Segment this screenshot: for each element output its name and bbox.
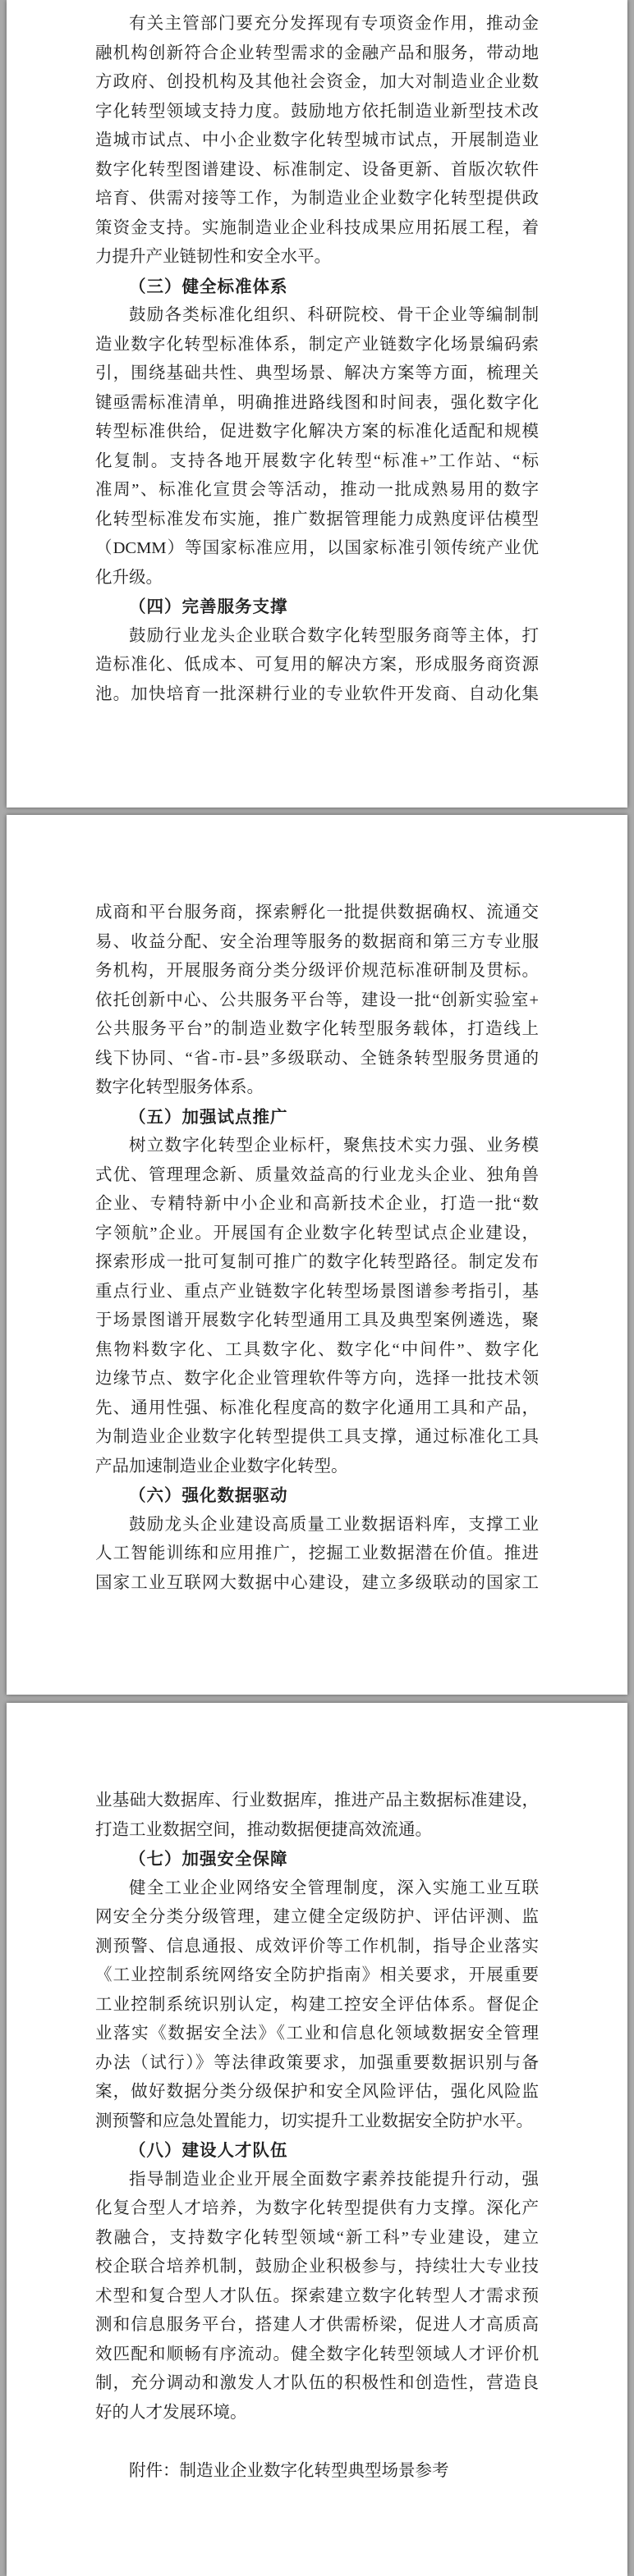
paragraph-line: 引，围绕基础共性、典型场景、解决方案等方面，梳理关 <box>95 364 539 382</box>
paragraph-line: 探索形成一批可复制可推广的数字化转型路径。制定发布 <box>95 1253 539 1271</box>
paragraph-line: 测预警、信息通报、成效评价等工作机制，指导企业落实 <box>95 1937 539 1956</box>
paragraph-line: 融机构创新符合企业转型需求的金融产品和服务，带动地 <box>95 43 539 62</box>
page-3 <box>7 1703 627 2576</box>
section-heading: （八）建设人才队伍 <box>129 2141 288 2160</box>
paragraph-line: 字化转型领域支持力度。鼓励地方依托制造业新型技术改 <box>95 102 539 121</box>
paragraph-line: 务机构，开展服务商分类分级评价规范标准研制及贯标。 <box>95 962 539 980</box>
paragraph-line: 术型和复合型人才队伍。探索建立数字化转型人才需求预 <box>95 2286 539 2305</box>
paragraph-first-line: 指导制造业企业开展全面数字素养技能提升行动，强 <box>129 2170 539 2189</box>
paragraph-line: 测和信息服务平台，搭建人才供需桥梁，促进人才高质高 <box>95 2316 539 2334</box>
paragraph-line: 式优、管理理念新、质量效益高的行业龙头企业、独角兽 <box>95 1165 539 1184</box>
paragraph-last-line: 测预警和应急处置能力，切实提升工业数据安全防护水平。 <box>95 2112 533 2130</box>
paragraph-line: 准周”、标准化宣贯会等活动，推动一批成熟易用的数字 <box>95 481 539 499</box>
paragraph-first-line: 鼓励行业龙头企业联合数字化转型服务商等主体，打 <box>129 626 539 645</box>
paragraph-line: 化复合型人才培养，为数字化转型提供有力支撑。深化产 <box>95 2199 539 2217</box>
paragraph-line: 焦物料数字化、工具数字化、数字化“中间件”、数字化 <box>95 1340 539 1359</box>
paragraph-line: 造业数字化转型标准体系，制定产业链数字化场景编码索 <box>95 335 539 354</box>
paragraph-line: 人工智能训练和应用推广，挖掘工业数据潜在价值。推进 <box>95 1544 539 1563</box>
section-heading: （七）加强安全保障 <box>129 1850 288 1869</box>
paragraph-last-line: 打造工业数据空间，推动数据便捷高效流通。 <box>95 1820 432 1839</box>
paragraph-last-line: 数字化转型服务体系。 <box>95 1078 264 1096</box>
paragraph-line: 转型标准供给，促进数字化解决方案的标准化适配和规模 <box>95 423 539 441</box>
paragraph-line: 业落实《数据安全法》《工业和信息化领域数据安全管理 <box>95 2025 539 2043</box>
paragraph-line: 业基础大数据库、行业数据库，推进产品主数据标准建设， <box>95 1791 539 1810</box>
paragraph-line: 案，做好数据分类分级保护和安全风险评估，强化风险监 <box>95 2083 539 2101</box>
paragraph-line: 为制造业企业数字化转型提供工具支撑，通过标准化工具 <box>95 1428 539 1446</box>
paragraph-last-line: 产品加速制造业企业数字化转型。 <box>95 1457 348 1476</box>
paragraph-line: 线下协同、“省-市-县”多级联动、全链条转型服务贯通的 <box>95 1049 539 1068</box>
paragraph-line: 依托创新中心、公共服务平台等，建设一批“创新实验室+ <box>95 991 539 1009</box>
page-1 <box>7 0 627 808</box>
paragraph-line: 造城市试点、中小企业数字化转型城市试点，开展制造业 <box>95 131 539 149</box>
paragraph-line: 培育、供需对接等工作，为制造业企业数字化转型提供政 <box>95 190 539 208</box>
paragraph-line: 字领航”企业。开展国有企业数字化转型试点企业建设， <box>95 1224 539 1242</box>
paragraph-line: 化转型标准发布实施，推广数据管理能力成熟度评估模型 <box>95 510 539 528</box>
paragraph-line: 易、收益分配、安全治理等服务的数据商和第三方专业服 <box>95 932 539 951</box>
paragraph-line: 化复制。支持各地开展数字化转型“标准+”工作站、“标 <box>95 451 539 470</box>
paragraph-first-line: 鼓励各类标准化组织、科研院校、骨干企业等编制制 <box>129 306 539 324</box>
paragraph-first-line: 健全工业企业网络安全管理制度，深入实施工业互联 <box>129 1878 539 1897</box>
paragraph-line: 教融合，支持数字化转型领域“新工科”专业建设，建立 <box>95 2228 539 2247</box>
paragraph-line: 成商和平台服务商，探索孵化一批提供数据确权、流通交 <box>95 904 539 922</box>
paragraph-first-line: 有关主管部门要充分发挥现有专项资金作用，推动金 <box>129 15 539 33</box>
paragraph-line: 数字化转型图谱建设、标准制定、设备更新、首版次软件 <box>95 160 539 179</box>
paragraph-line: 方政府、创投机构及其他社会资金，加大对制造业企业数 <box>95 73 539 91</box>
section-heading: （三）健全标准体系 <box>129 277 288 296</box>
paragraph-line: 边缘节点、数字化企业管理软件等方向，选择一批技术领 <box>95 1370 539 1388</box>
paragraph-line: 池。加快培育一批深耕行业的专业软件开发商、自动化集 <box>95 684 539 703</box>
paragraph-line: 于场景图谱开展数字化转型通用工具及典型案例遴选，聚 <box>95 1311 539 1329</box>
paragraph-line: 办法（试行）》等法律政策要求，加强重要数据识别与备 <box>95 2053 539 2072</box>
paragraph-line: 公共服务平台”的制造业数字化转型服务载体，打造线上 <box>95 1020 539 1038</box>
paragraph-line: 键亟需标准清单，明确推进路线图和时间表，强化数字化 <box>95 393 539 412</box>
page-2 <box>7 815 627 1695</box>
paragraph-first-line: 鼓励龙头企业建设高质量工业数据语料库，支撑工业 <box>129 1515 539 1534</box>
paragraph-last-line: 化升级。 <box>95 568 163 587</box>
paragraph-line: 网安全分类分级管理，建立健全定级防护、评估评测、监 <box>95 1908 539 1926</box>
paragraph-last-line: 好的人才发展环境。 <box>95 2403 247 2422</box>
section-heading: （四）完善服务支撑 <box>129 597 288 616</box>
paragraph-line: 效匹配和顺畅有序流动。健全数字化转型领域人才评价机 <box>95 2345 539 2363</box>
paragraph-line: 国家工业互联网大数据中心建设，建立多级联动的国家工 <box>95 1573 539 1592</box>
paragraph-line: 先、通用性强、标准化程度高的数字化通用工具和产品， <box>95 1398 539 1417</box>
paragraph-line: 企业、专精特新中小企业和高新技术企业，打造一批“数 <box>95 1195 539 1213</box>
paragraph-line: 《工业控制系统网络安全防护指南》相关要求，开展重要 <box>95 1966 539 1984</box>
paragraph-line: （DCMM）等国家标准应用，以国家标准引领传统产业优 <box>95 539 539 557</box>
section-heading: （五）加强试点推广 <box>129 1107 288 1127</box>
paragraph-line: 制，充分调动和激发人才队伍的积极性和创造性，营造良 <box>95 2374 539 2392</box>
paragraph-line: 重点行业、重点产业链数字化转型场景图谱参考指引，基 <box>95 1282 539 1301</box>
paragraph-line: 造标准化、低成本、可复用的解决方案，形成服务商资源 <box>95 656 539 674</box>
paragraph-line: 工业控制系统识别认定，构建工控安全评估体系。督促企 <box>95 1995 539 2014</box>
paragraph-last-line: 力提升产业链韧性和安全水平。 <box>95 248 331 266</box>
paragraph-line: 策资金支持。实施制造业企业科技成果应用拓展工程，着 <box>95 218 539 237</box>
section-heading: （六）强化数据驱动 <box>129 1486 288 1505</box>
attachment-reference-line: 附件：制造业企业数字化转型典型场景参考 <box>129 2461 449 2480</box>
paragraph-first-line: 树立数字化转型企业标杆，聚焦技术实力强、业务模 <box>129 1137 539 1155</box>
paragraph-line: 校企联合培养机制，鼓励企业积极参与，持续壮大专业技 <box>95 2258 539 2276</box>
